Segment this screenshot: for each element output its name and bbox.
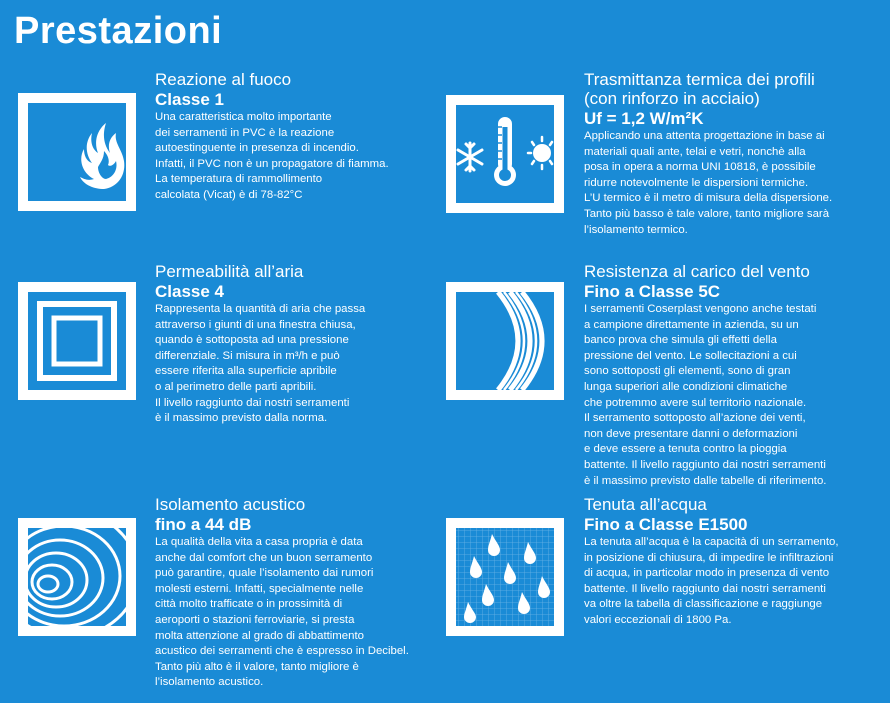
desc-line: lunga superiori alle condizioni climatiche — [584, 380, 788, 393]
desc-line: e deve essere a tenuta contro la pioggia — [584, 443, 787, 456]
item-class: Fino a Classe 5C — [584, 282, 721, 301]
item-title: Resistenza al carico del vento — [584, 262, 810, 281]
item-title: Permeabilità all’aria — [155, 262, 304, 281]
item-description — [155, 110, 425, 204]
desc-line: in posizione di chiusura, di impedire le infiltrazioni — [584, 551, 834, 564]
desc-line: città molto trafficate o in prossimità di — [155, 598, 343, 611]
item-description — [584, 535, 884, 629]
item-description — [155, 535, 440, 691]
desc-line: Rappresenta la quantità di aria che passa — [155, 303, 366, 315]
desc-line: La temperatura di rammollimento — [155, 173, 323, 186]
desc-line: acustico dei serramenti che è espresso in Decibel. — [155, 645, 409, 658]
thermometer-icon — [446, 95, 564, 213]
item-title: Trasmittanza termica dei profili — [584, 70, 815, 89]
desc-line: banco prova che simula gli effetti della — [584, 334, 777, 347]
desc-line: quando è sottoposta ad una pressione — [155, 334, 349, 347]
desc-line: La tenuta all’acqua è la capacità di un serramento, — [584, 536, 839, 548]
desc-line: pressione del vento. Le sollecitazioni a cui — [584, 349, 797, 362]
desc-line: materiali quali ante, telai e vetri, nonchè alla — [584, 145, 806, 158]
item-description — [584, 129, 884, 238]
desc-line: di acqua, in particolar modo in presenza di vento — [584, 567, 830, 580]
desc-line: Infatti, il PVC non è un propagatore di fiamma. — [155, 157, 389, 170]
desc-line: è il massimo previsto dalla norma. — [155, 412, 328, 425]
desc-line: Tanto più basso è tale valore, tanto migliore sarà — [584, 207, 830, 220]
item-class: Classe 1 — [155, 90, 224, 109]
desc-line: sono sottoposti gli elementi, sono di gran — [584, 365, 791, 378]
desc-line: aeroporti o stazioni ferroviarie, si presta — [155, 613, 355, 626]
wind-arcs-icon — [446, 282, 564, 400]
desc-line: dei serramenti in PVC è la reazione — [155, 126, 335, 139]
desc-line: posa in opera a norma UNI 10818, è possibile — [584, 161, 816, 174]
desc-line: I serramenti Coserplast vengono anche testati — [584, 303, 817, 315]
desc-line: è il massimo previsto dalle tabelle di riferimento. — [584, 474, 827, 487]
desc-line: Il serramento sottoposto all’azione dei venti, — [584, 412, 806, 425]
desc-line: va oltre la tabella di classificazione e raggiunge — [584, 598, 823, 611]
desc-line: a campione direttamente in azienda, su un — [584, 318, 799, 331]
desc-line: molta attenzione al grado di abbattimento — [155, 629, 364, 642]
desc-line: può garantire, quale l’isolamento dai rumori — [155, 567, 374, 580]
item-description — [155, 302, 425, 427]
desc-line: differenziale. Si misura in m³/h e può — [155, 349, 340, 362]
desc-line: La qualità della vita a casa propria è data — [155, 536, 363, 548]
item-title: Isolamento acustico — [155, 495, 306, 514]
desc-line: ridurre notevolmente le dispersioni termiche. — [584, 176, 809, 189]
item-title: Reazione al fuoco — [155, 70, 292, 89]
item-isolamento-acustico — [155, 495, 440, 691]
desc-line: battente. Il livello raggiunto dai nostri serramenti — [584, 582, 826, 595]
desc-line: che potremmo avere sul territorio nazionale. — [584, 396, 807, 409]
fire-icon — [18, 93, 136, 211]
desc-line: essere riferita alla superficie apribile — [155, 365, 337, 378]
desc-line: attraverso i giunti di una finestra chiusa, — [155, 318, 356, 331]
sound-waves-icon — [18, 518, 136, 636]
item-resistenza-vento — [584, 262, 884, 489]
item-description — [584, 302, 884, 489]
desc-line: battente. Il livello raggiunto dai nostri serramenti — [584, 458, 826, 471]
desc-line: valori eccezionali di 1800 Pa. — [584, 613, 732, 626]
item-tenuta-acqua — [584, 495, 884, 629]
desc-line: autoestinguente in presenza di incendio. — [155, 142, 359, 155]
desc-line: non deve presentare danni o deformazioni — [584, 427, 798, 440]
item-reazione-fuoco — [155, 70, 425, 204]
page-title: Prestazioni — [14, 10, 223, 52]
desc-line: Applicando una attenta progettazione in base ai — [584, 130, 825, 142]
item-permeabilita-aria — [155, 262, 425, 427]
desc-line: o al perimetro delle parti apribili. — [155, 380, 317, 393]
item-class: Fino a Classe E1500 — [584, 515, 748, 534]
desc-line: anche dal comfort che un buon serramento — [155, 551, 373, 564]
desc-line: Tanto più alto è il valore, tanto migliore è — [155, 660, 359, 673]
item-class: Uf = 1,2 W/m²K — [584, 109, 704, 128]
raindrops-icon — [446, 518, 564, 636]
item-trasmittanza-termica — [584, 70, 884, 238]
item-subtitle: (con rinforzo in acciaio) — [584, 89, 760, 108]
desc-line: L’U termico è il metro di misura della dispersione. — [584, 192, 833, 205]
desc-line: l’isolamento acustico. — [155, 676, 264, 689]
desc-line: Il livello raggiunto dai nostri serramenti — [155, 396, 350, 409]
desc-line: Una caratteristica molto importante — [155, 111, 332, 123]
item-title: Tenuta all’acqua — [584, 495, 707, 514]
desc-line: molesti esterni. Infatti, specialmente nelle — [155, 582, 364, 595]
nested-squares-icon — [18, 282, 136, 400]
item-class: fino a 44 dB — [155, 515, 252, 534]
item-class: Classe 4 — [155, 282, 224, 301]
desc-line: calcolata (Vicat) è di 78-82°C — [155, 188, 303, 201]
desc-line: l’isolamento termico. — [584, 223, 688, 236]
